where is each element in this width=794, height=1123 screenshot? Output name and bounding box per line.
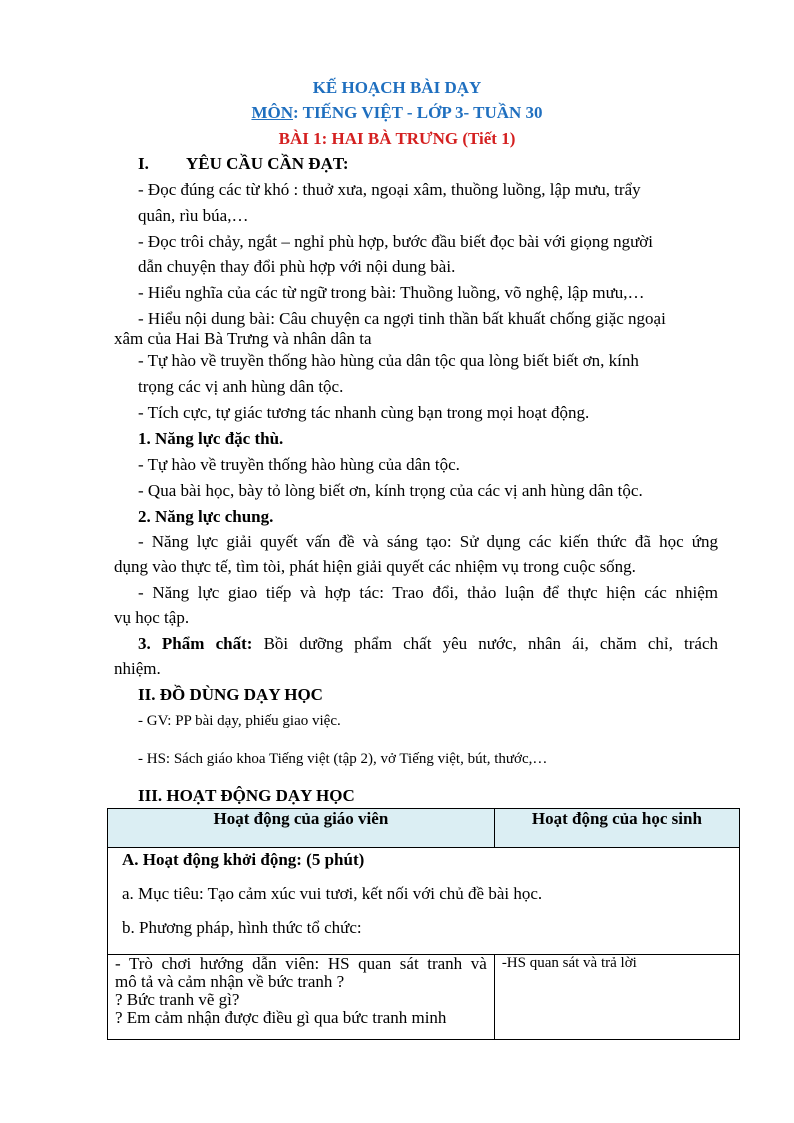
subsection2-line: - Năng lực giao tiếp và hợp tác: Trao đổi, thảo luận để thực hiện các nhiệm [138, 583, 718, 602]
requirement-line: xâm của Hai Bà Trưng và nhân dân ta [114, 329, 372, 348]
subject-text: : TIẾNG VIỆT - LỚP 3- TUẦN 30 [293, 103, 543, 122]
subsection3-heading: 3. Phẩm chất: [138, 634, 253, 653]
activities-table [107, 808, 740, 1040]
teacher-activity-line: ? Bức tranh vẽ gì? [115, 990, 240, 1009]
warmup-method: b. Phương pháp, hình thức tổ chức: [122, 918, 362, 937]
table-header-row [108, 809, 740, 848]
subject-line [0, 103, 794, 123]
requirement-line: - Hiểu nghĩa của các từ ngữ trong bài: Thuồng luồng, võ nghệ, lập mưu,… [138, 283, 645, 302]
teacher-activity-cell [108, 955, 495, 1040]
subsection2-line: dụng vào thực tế, tìm tòi, phát hiện giải quyết các nhiệm vụ trong cuộc sống. [114, 557, 636, 576]
requirement-line: - Đọc trôi chảy, ngắt – nghỉ phù hợp, bước đầu biết đọc bài với giọng người [138, 232, 654, 251]
subsection1-line: - Qua bài học, bày tỏ lòng biết ơn, kính trọng của các vị anh hùng dân tộc. [138, 481, 643, 500]
subsection1-line: - Tự hào về truyền thống hào hùng của dân tộc. [138, 455, 460, 474]
requirement-line: - Tích cực, tự giác tương tác nhanh cùng bạn trong mọi hoạt động. [138, 403, 590, 422]
subsection2-heading: 2. Năng lực chung. [138, 507, 274, 526]
warmup-title: A. Hoạt động khởi động: (5 phút) [122, 850, 365, 869]
teacher-activity-line: - Trò chơi hướng dẫn viên: HS quan sát tranh và [115, 954, 487, 973]
materials-hs: - HS: Sách giáo khoa Tiếng việt (tập 2), vở Tiếng việt, bút, thước,… [138, 751, 548, 767]
subsection1-heading: 1. Năng lực đặc thù. [138, 429, 284, 448]
teacher-activity-line: mô tả và cảm nhận về bức tranh ? [115, 972, 345, 991]
section1-number: I. [138, 154, 149, 173]
subject-label: MÔN [251, 103, 293, 122]
section1-heading: YÊU CẦU CẦN ĐẠT: [186, 154, 349, 173]
requirement-line: dẫn chuyện thay đổi phù hợp với nội dung bài. [138, 257, 456, 276]
subsection3-text: Bồi dưỡng phẩm chất yêu nước, nhân ái, chăm chỉ, trách [252, 634, 718, 653]
warmup-goal: a. Mục tiêu: Tạo cảm xúc vui tươi, kết nối với chủ đề bài học. [122, 884, 543, 903]
table-row [108, 848, 740, 955]
section2-heading: II. ĐỒ DÙNG DẠY HỌC [138, 685, 323, 704]
student-activity-cell: -HS quan sát và trả lời [494, 955, 739, 1040]
subsection2-line: vụ học tập. [114, 608, 190, 627]
teacher-column-header: Hoạt động của giáo viên [108, 809, 495, 848]
teacher-activity-line: ? Em cảm nhận được điều gì qua bức tranh minh [115, 1008, 447, 1027]
requirement-line: quân, rìu búa,… [138, 206, 249, 225]
requirement-line: - Hiểu nội dung bài: Câu chuyện ca ngợi tinh thần bất khuất chống giặc ngoại [138, 309, 666, 328]
warmup-section-cell [108, 848, 740, 955]
student-column-header: Hoạt động của học sinh [494, 809, 739, 848]
plan-title: KẾ HOẠCH BÀI DẠY [312, 78, 482, 97]
lesson-title: BÀI 1: HAI BÀ TRƯNG (Tiết 1) [278, 129, 516, 148]
materials-gv: - GV: PP bài dạy, phiếu giao việc. [138, 713, 341, 729]
requirement-line: - Đọc đúng các từ khó : thuở xưa, ngoại xâm, thuồng luồng, lập mưu, trẩy [138, 180, 641, 199]
table-row [108, 955, 740, 1040]
subsection2-line: - Năng lực giải quyết vấn đề và sáng tạo: Sử dụng các kiến thức đã học ứng [138, 532, 718, 551]
requirement-line: - Tự hào về truyền thống hào hùng của dân tộc qua lòng biết biết ơn, kính [138, 351, 639, 370]
subsection3-line: nhiệm. [114, 659, 161, 678]
section3-heading: III. HOẠT ĐỘNG DẠY HỌC [138, 786, 355, 805]
subsection3-line [138, 634, 718, 654]
requirement-line: trọng các vị anh hùng dân tộc. [138, 377, 344, 396]
